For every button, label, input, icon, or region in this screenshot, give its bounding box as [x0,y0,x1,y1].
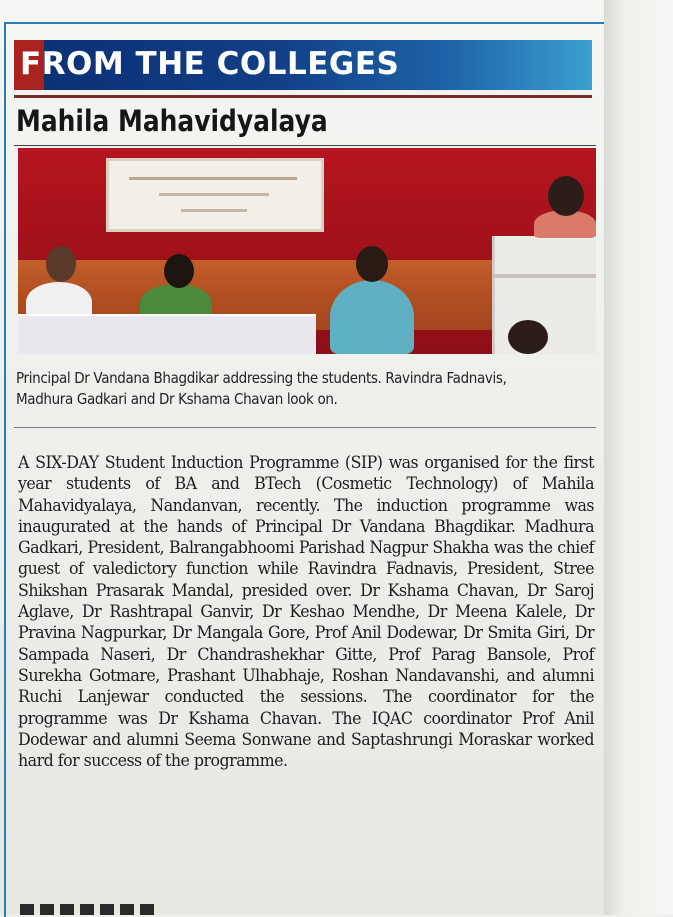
article-body: A SIX-DAY Student Induction Programme (SIP) was organised for the first year students of BA and BTech (Cosmetic Technology) of Mahila Mahavidyalaya, Nandanvan, recently. The induction programme was inaugurated at the hands of Principal Dr Vandana Bhagdikar. Madhura Gadkari, President, Balrangabhoomi Parishad Nagpur Shakha was the chief guest of valedictory function while Ravindra Fadnavis, President, Stree Shikshan Prasarak Mandal, presided over. Dr Kshama Chavan, Dr Saroj Aglave, Dr Rashtrapal Ganvir, Dr Keshao Mendhe, Dr Meena Kalele, Dr Pravina Nagpurkar, Dr Mangala Gore, Prof Anil Dodewar, Dr Smita Giri, Dr Sampada Naseri, Dr Chandrashekhar Gitte, Prof Parag Bansole, Prof Surekha Gotmare, Prashant Ulhabhaje, Roshan Nandavanshi, and alumni Ruchi Lanjewar conducted the sessions. The coordinator for the programme was Dr Kshama Chavan. The IQAC coordinator Prof Anil Dodewar and alumni Seema Sonwane and Saptashrungi Moraskar worked hard for success of the programme. [18,453,594,771]
next-headline-fragment [20,904,160,915]
event-photo [18,148,596,354]
caption-divider [14,427,596,428]
section-title [20,46,399,82]
title-divider [14,145,596,146]
photo-person-2-head [164,254,194,288]
photo-person-3 [330,280,414,354]
photo-person-1-head [46,246,76,282]
section-title-rest: ROM THE COLLEGES [41,46,400,82]
photo-speaker-head [548,176,584,216]
college-name: Mahila Mahavidyalaya [16,104,328,138]
photo-banner-screen [106,158,324,232]
section-title-initial: F [20,46,42,82]
photo-audience-head [508,320,548,354]
photo-dais-table [18,314,316,354]
page-margin [604,0,673,915]
photo-person-3-head [356,246,388,282]
banner-underline [14,95,592,98]
section-banner [14,40,592,90]
photo-caption: Principal Dr Vandana Bhagdikar addressing the students. Ravindra Fadnavis, Madhura Gadkari and Dr Kshama Chavan look on. [16,369,507,408]
